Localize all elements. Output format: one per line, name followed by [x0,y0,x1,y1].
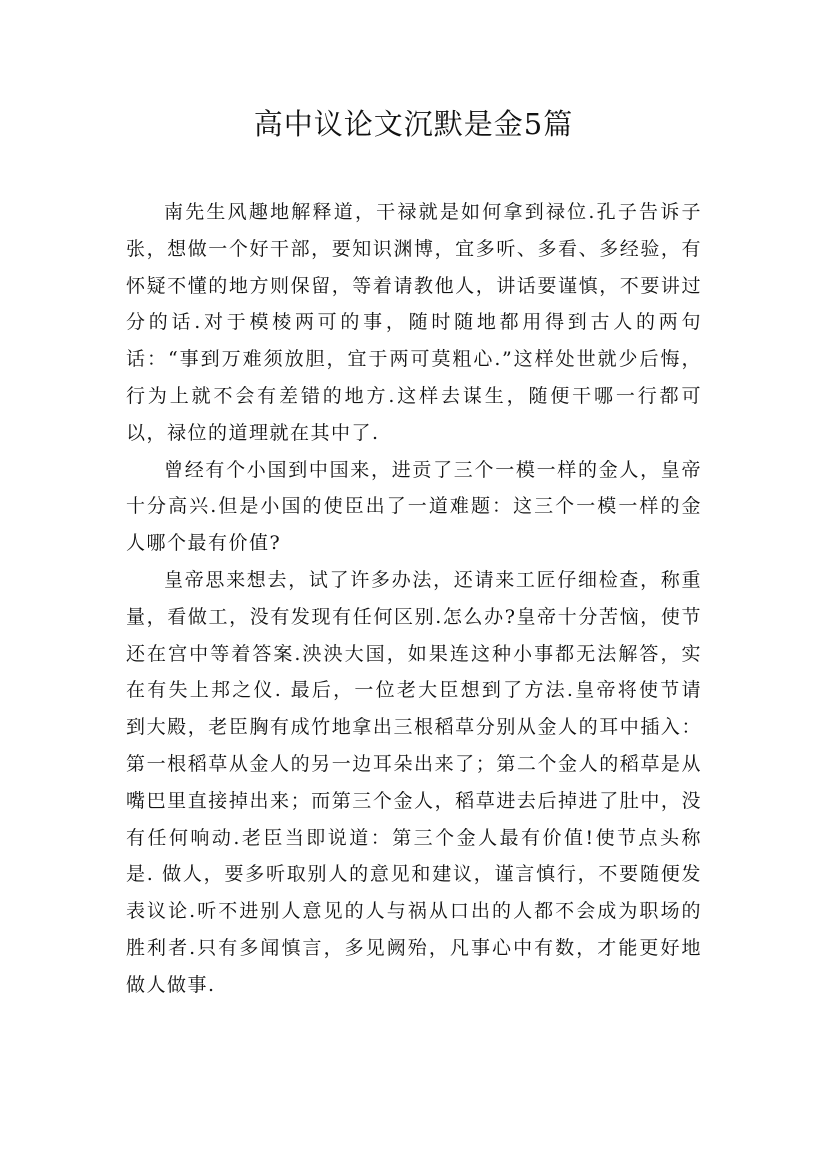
document-body [126,194,702,1004]
document-title: 高中议论文沉默是金5篇 [253,107,574,141]
paragraph-3: 皇帝思来想去，试了许多办法，还请来工匠仔细检查，称重量，看做工，没有发现有任何区别.怎么办?皇帝十分苦恼，使节还在宫中等着答案.泱泱大国，如果连这种小事都无法解答，实在有失上邦之仪. 最后，一位老大臣想到了方法.皇帝将使节请到大殿，老臣胸有成竹地拿出三根稻草分别从金人的耳中插入：第一根稻草从金人的另一边耳朵出来了；第二个金人的稻草是从嘴巴里直接掉出来；而第三个金人，稻草进去后掉进了肚中，没有任何响动.老臣当即说道：第三个金人最有价值!使节点头称是. 做人，要多听取别人的意见和建议，谨言慎行，不要随便发表议论.听不进别人意见的人与祸从口出的人都不会成为职场的胜利者.只有多闻慎言，多见阙殆，凡事心中有数，才能更好地做人做事. [126,568,702,996]
paragraph-2: 曾经有个小国到中国来，进贡了三个一模一样的金人，皇帝十分高兴.但是小国的使臣出了一道难题：这三个一模一样的金人哪个最有价值? [126,458,702,555]
paragraph-1: 南先生风趣地解释道，干禄就是如何拿到禄位.孔子告诉子张，想做一个好干部，要知识渊博，宜多听、多看、多经验，有怀疑不懂的地方则保留，等着请教他人，讲话要谨慎，不要讲过分的话.对于模棱两可的事，随时随地都用得到古人的两句话：“事到万难须放胆，宜于两可莫粗心.”这样处世就少后悔，行为上就不会有差错的地方.这样去谋生，随便干哪一行都可以，禄位的道理就在其中了. [126,201,702,444]
